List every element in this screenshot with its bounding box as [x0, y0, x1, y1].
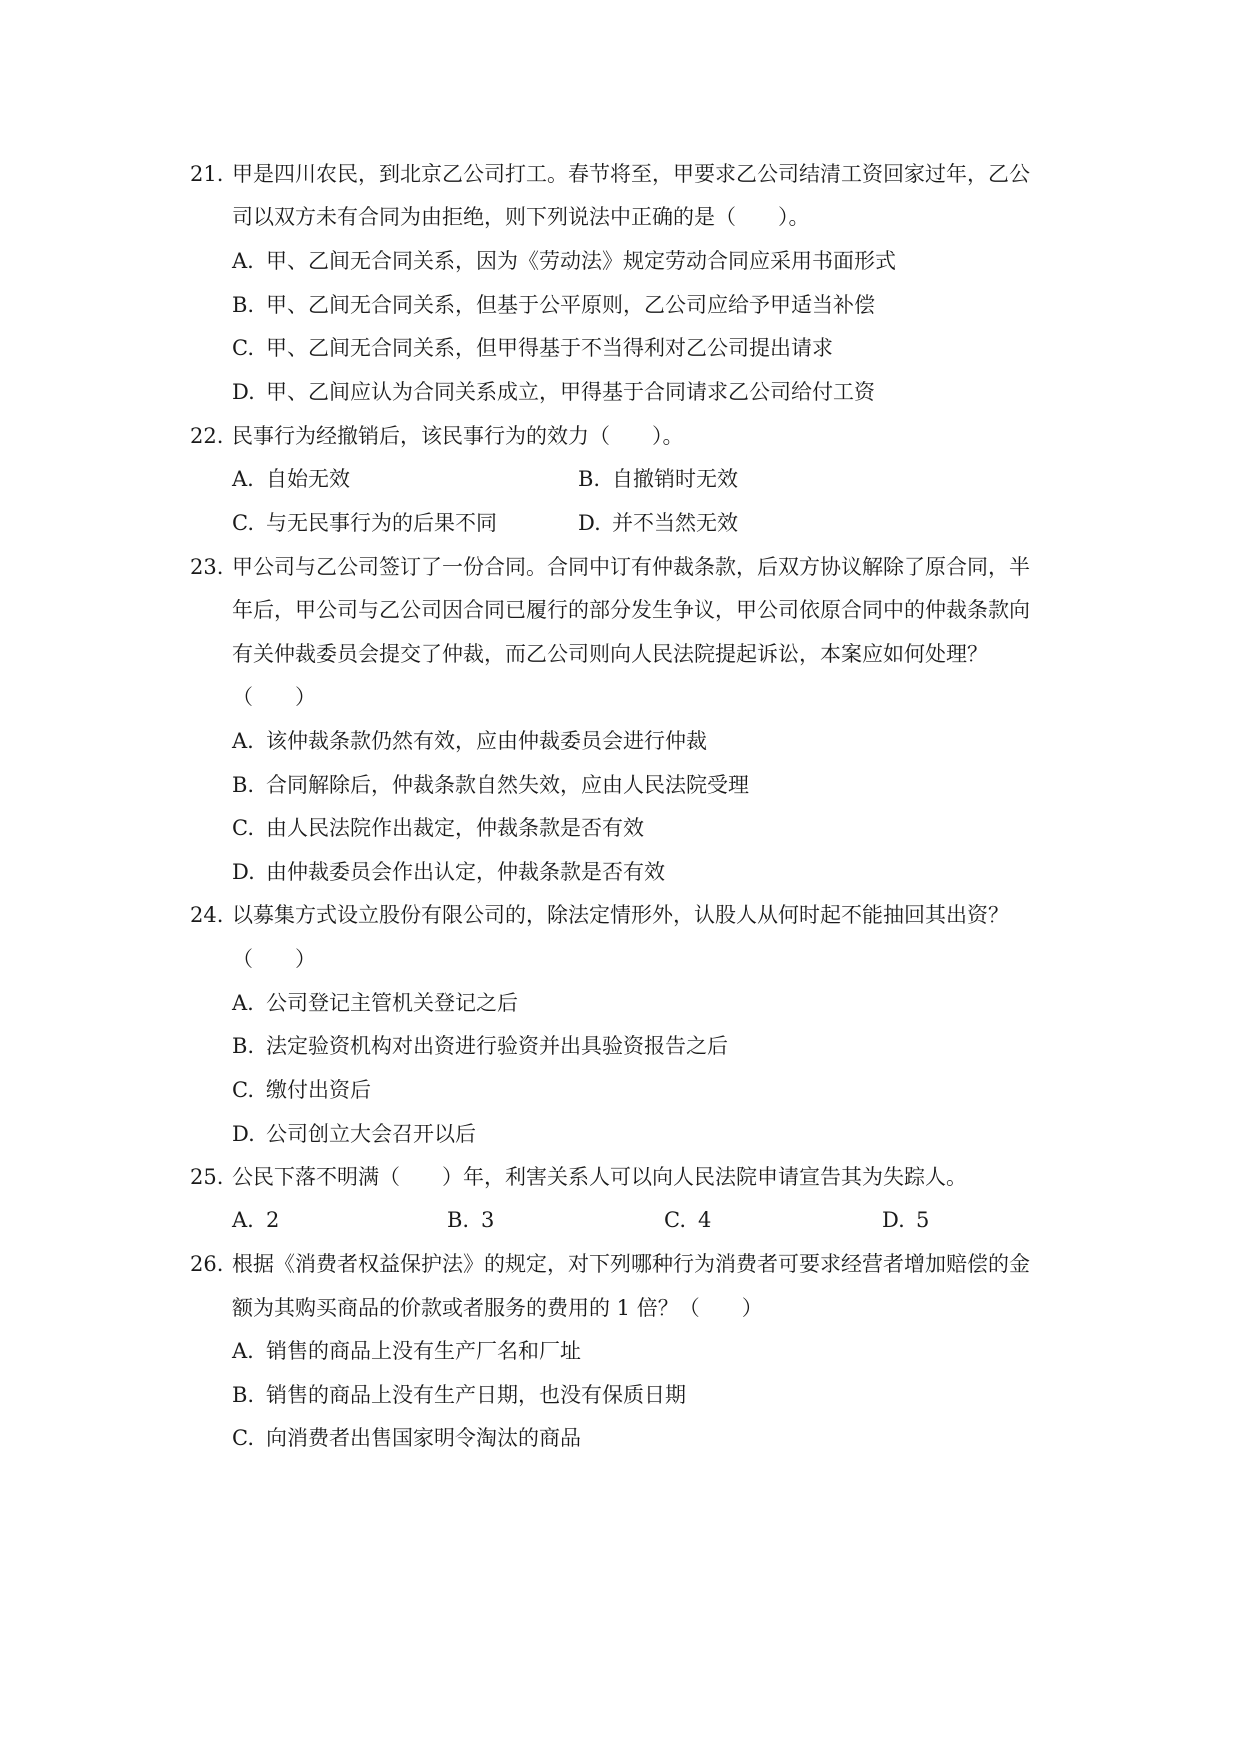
option-b	[232, 770, 749, 800]
question-text: 甲公司与乙公司签订了一份合同。合同中订有仲裁条款，后双方协议解除了原合同，半	[232, 555, 1030, 579]
answer-blank: （ ）	[232, 685, 316, 709]
question-text: 甲是四川农民，到北京乙公司打工。春节将至，甲要求乙公司结清工资回家过年，乙公	[232, 162, 1030, 186]
option-c	[232, 1075, 371, 1105]
question-25-stem	[190, 1162, 1070, 1192]
option-text: 该仲裁条款仍然有效，应由仲裁委员会进行仲裁	[266, 729, 707, 753]
option-text: 2	[266, 1208, 280, 1232]
question-22-stem	[190, 421, 1070, 451]
option-text: 甲、乙间无合同关系，但基于公平原则，乙公司应给予甲适当补偿	[266, 293, 875, 317]
option-text: 向消费者出售国家明令淘汰的商品	[266, 1426, 581, 1450]
question-number: 26.	[190, 1252, 224, 1276]
question-number: 21.	[190, 162, 224, 186]
option-label: B.	[232, 1383, 255, 1407]
option-text: 并不当然无效	[612, 511, 738, 535]
option-label: B.	[232, 293, 255, 317]
option-label: C.	[664, 1208, 686, 1232]
option-text: 自撤销时无效	[612, 467, 738, 491]
option-text: 3	[481, 1208, 495, 1232]
option-label: A.	[232, 1339, 254, 1363]
option-d	[232, 1119, 476, 1149]
question-text: 以募集方式设立股份有限公司的，除法定情形外，认股人从何时起不能抽回其出资？	[232, 903, 1009, 927]
option-label: C.	[232, 816, 254, 840]
question-26-stem	[190, 1249, 1070, 1279]
option-label: B.	[232, 773, 255, 797]
option-label: C.	[232, 511, 254, 535]
option-b	[447, 1205, 494, 1235]
question-23-stem	[190, 552, 1070, 582]
option-c	[664, 1205, 711, 1235]
option-b	[578, 464, 738, 494]
question-number: 22.	[190, 424, 224, 448]
option-label: D.	[578, 511, 601, 535]
option-text: 甲、乙间无合同关系，因为《劳动法》规定劳动合同应采用书面形式	[266, 249, 896, 273]
option-c	[232, 333, 833, 363]
option-a	[232, 726, 707, 756]
question-text: 民事行为经撤销后，该民事行为的效力（ ）。	[232, 424, 684, 448]
option-text: 甲、乙间无合同关系，但甲得基于不当得利对乙公司提出请求	[266, 336, 833, 360]
option-label: A.	[232, 467, 254, 491]
option-b	[232, 1031, 728, 1061]
option-text: 由人民法院作出裁定，仲裁条款是否有效	[266, 816, 644, 840]
question-number: 24.	[190, 903, 224, 927]
option-text: 5	[916, 1208, 930, 1232]
option-label: D.	[232, 1122, 255, 1146]
option-text: 4	[698, 1208, 712, 1232]
option-label: D.	[882, 1208, 905, 1232]
option-label: D.	[232, 860, 255, 884]
question-21-stem	[190, 159, 1070, 189]
option-text: 公司登记主管机关登记之后	[266, 991, 518, 1015]
option-a	[232, 246, 896, 276]
option-c	[232, 1423, 581, 1453]
option-a	[232, 464, 350, 494]
question-text: 公民下落不明满（ ）年，利害关系人可以向人民法院申请宣告其为失踪人。	[232, 1165, 967, 1189]
option-label: A.	[232, 1208, 254, 1232]
question-text: 年后，甲公司与乙公司因合同已履行的部分发生争议，甲公司依原合同中的仲裁条款向	[232, 598, 1030, 622]
option-a	[232, 1336, 581, 1366]
option-d	[578, 508, 738, 538]
question-24-stem	[190, 900, 1070, 930]
option-text: 缴付出资后	[266, 1078, 371, 1102]
option-b	[232, 290, 875, 320]
option-c	[232, 508, 497, 538]
question-number: 23.	[190, 555, 224, 579]
option-label: B.	[578, 467, 601, 491]
question-number: 25.	[190, 1165, 224, 1189]
option-c	[232, 813, 644, 843]
option-text: 与无民事行为的后果不同	[266, 511, 497, 535]
option-text: 法定验资机构对出资进行验资并出具验资报告之后	[266, 1034, 728, 1058]
option-label: A.	[232, 991, 254, 1015]
option-label: A.	[232, 729, 254, 753]
option-label: D.	[232, 380, 255, 404]
option-text: 由仲裁委员会作出认定，仲裁条款是否有效	[266, 860, 665, 884]
option-text: 合同解除后，仲裁条款自然失效，应由人民法院受理	[266, 773, 749, 797]
question-text: 根据《消费者权益保护法》的规定，对下列哪种行为消费者可要求经营者增加赔偿的金	[232, 1252, 1030, 1276]
option-label: C.	[232, 1426, 254, 1450]
answer-blank: （ ）	[232, 947, 316, 971]
option-label: C.	[232, 1078, 254, 1102]
question-text: 额为其购买商品的价款或者服务的费用的 1 倍？（ ）	[232, 1296, 763, 1320]
option-label: A.	[232, 249, 254, 273]
option-b	[232, 1380, 686, 1410]
option-a	[232, 1205, 279, 1235]
option-text: 甲、乙间应认为合同关系成立，甲得基于合同请求乙公司给付工资	[266, 380, 875, 404]
option-label: B.	[447, 1208, 470, 1232]
option-d	[232, 857, 665, 887]
option-label: B.	[232, 1034, 255, 1058]
option-d	[882, 1205, 929, 1235]
option-text: 公司创立大会召开以后	[266, 1122, 476, 1146]
option-label: C.	[232, 336, 254, 360]
option-text: 自始无效	[266, 467, 350, 491]
question-text: 有关仲裁委员会提交了仲裁，而乙公司则向人民法院提起诉讼，本案应如何处理？	[232, 642, 988, 666]
option-text: 销售的商品上没有生产日期，也没有保质日期	[266, 1383, 686, 1407]
option-d	[232, 377, 875, 407]
option-a	[232, 988, 518, 1018]
option-text: 销售的商品上没有生产厂名和厂址	[266, 1339, 581, 1363]
question-text: 司以双方未有合同为由拒绝，则下列说法中正确的是（ ）。	[232, 205, 810, 229]
